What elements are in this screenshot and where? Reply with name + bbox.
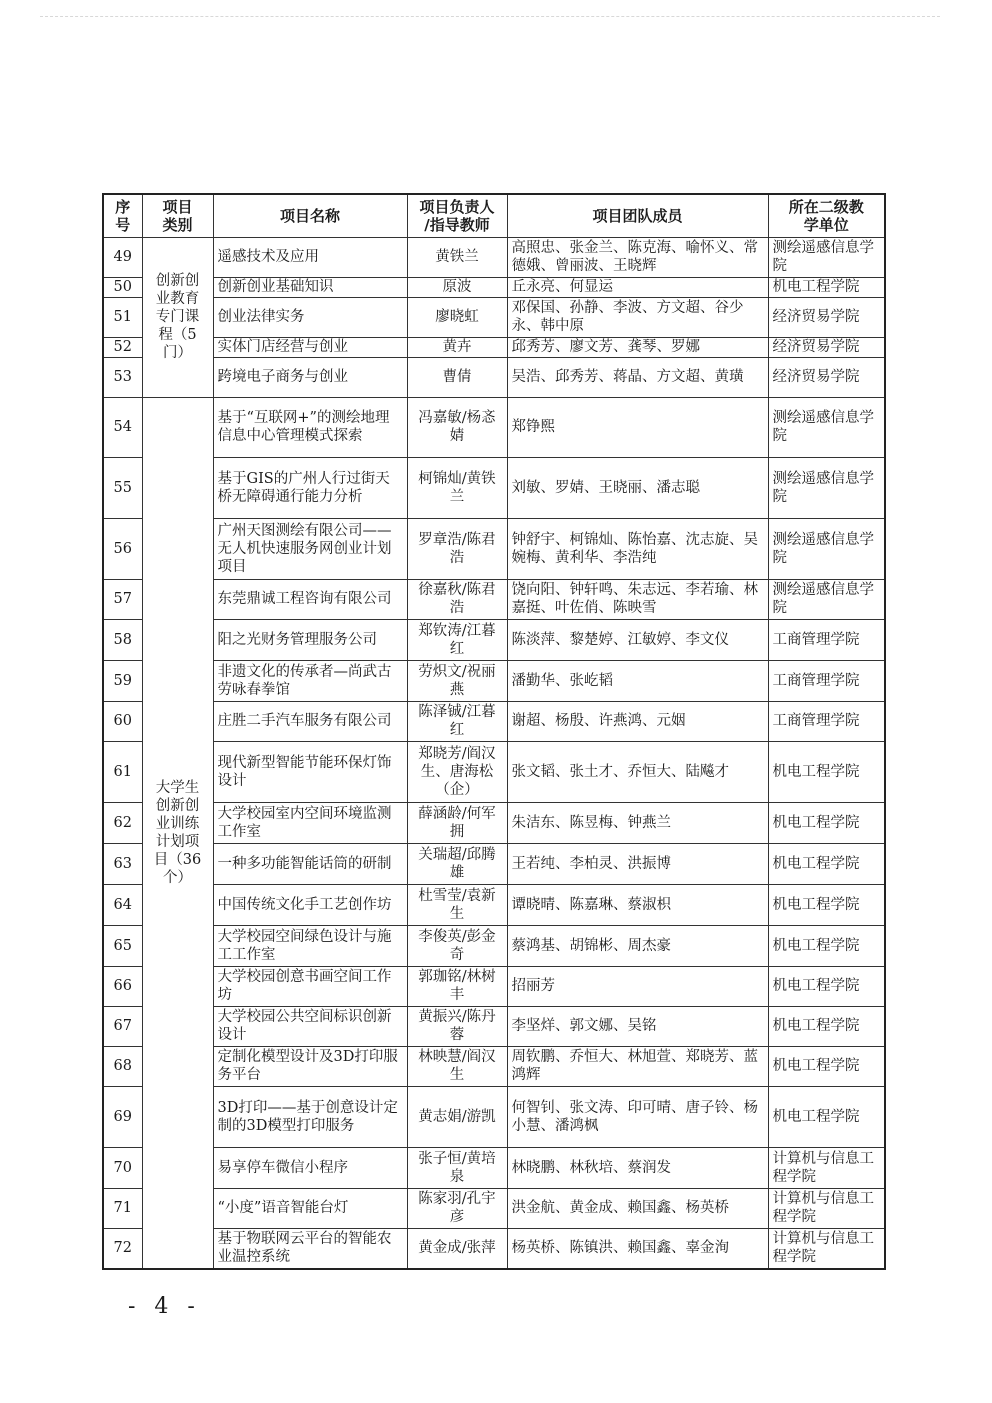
project-leader: 杜雪莹/袁新生: [407, 884, 507, 925]
project-leader: 劳炽文/祝丽燕: [407, 660, 507, 701]
category-label: 创新创 业教育 专门课 程（5 门）: [155, 273, 200, 361]
project-name: 基于物联网云平台的智能农业温控系统: [213, 1228, 407, 1269]
row-index: 49: [103, 237, 142, 277]
school-unit: 经济贸易学院: [768, 357, 885, 397]
team-members: 潘勤华、张屹韬: [507, 660, 768, 701]
project-name: 3D打印——基于创意设计定制的3D模型打印服务: [213, 1086, 407, 1147]
category-label: 大学生 创新创 业训练 计划项 目（36 个）: [153, 779, 202, 886]
table-row: [103, 1188, 885, 1228]
project-name: 广州天图测绘有限公司——无人机快速服务网创业计划项目: [213, 518, 407, 579]
table-row: [103, 457, 885, 518]
table-row: [103, 1006, 885, 1046]
row-index: 71: [103, 1188, 142, 1228]
project-leader: 黄铁兰: [407, 237, 507, 277]
table-row: [103, 843, 885, 884]
team-members: 何智钊、张文涛、印可晴、唐子铃、杨小慧、潘鸿枫: [507, 1086, 768, 1147]
team-members: 招丽芳: [507, 966, 768, 1006]
table-row: [103, 277, 885, 297]
table-row: [103, 741, 885, 802]
row-index: 53: [103, 357, 142, 397]
project-leader: 曹倩: [407, 357, 507, 397]
school-unit: 机电工程学院: [768, 966, 885, 1006]
row-index: 69: [103, 1086, 142, 1147]
table-row: [103, 579, 885, 619]
row-index: 65: [103, 925, 142, 966]
table-row: [103, 619, 885, 660]
project-name: 大学校园公共空间标识创新设计: [213, 1006, 407, 1046]
team-members: 邓保国、孙静、李波、方文超、谷少永、韩中原: [507, 297, 768, 337]
team-members: 谭晓晴、陈嘉琳、蔡淑枳: [507, 884, 768, 925]
school-unit: 机电工程学院: [768, 1086, 885, 1147]
header-category: 项目 类别: [142, 194, 213, 237]
row-index: 54: [103, 397, 142, 457]
project-leader: 黄卉: [407, 337, 507, 357]
team-members: 钟舒宇、柯锦灿、陈怡嘉、沈志旋、吴婉梅、黄利华、李浩纯: [507, 518, 768, 579]
header-unit: 所在二级教 学单位: [768, 194, 885, 237]
project-name: 创新创业基础知识: [213, 277, 407, 297]
school-unit: 经济贸易学院: [768, 297, 885, 337]
table-row: [103, 397, 885, 457]
school-unit: 测绘遥感信息学院: [768, 237, 885, 277]
row-index: 68: [103, 1046, 142, 1086]
project-name: 现代新型智能节能环保灯饰设计: [213, 741, 407, 802]
team-members: 谢超、杨殷、许燕鸿、元姻: [507, 701, 768, 741]
project-leader: 黄金成/张萍: [407, 1228, 507, 1269]
project-name: 非遗文化的传承者—尚武古劳咏春拳馆: [213, 660, 407, 701]
school-unit: 测绘遥感信息学院: [768, 397, 885, 457]
row-index: 62: [103, 802, 142, 843]
project-name: 实体门店经营与创业: [213, 337, 407, 357]
project-leader: 罗章浩/陈君浩: [407, 518, 507, 579]
project-leader: 郭珈铭/林树丰: [407, 966, 507, 1006]
project-name: 定制化模型设计及3D打印服务平台: [213, 1046, 407, 1086]
row-index: 60: [103, 701, 142, 741]
row-index: 67: [103, 1006, 142, 1046]
project-leader: 原波: [407, 277, 507, 297]
scan-edge-line: [40, 16, 940, 17]
project-name: 东莞鼎诚工程咨询有限公司: [213, 579, 407, 619]
row-index: 72: [103, 1228, 142, 1269]
school-unit: 计算机与信息工程学院: [768, 1147, 885, 1188]
project-leader: 林映慧/阎汉生: [407, 1046, 507, 1086]
row-index: 57: [103, 579, 142, 619]
project-name: 易享停车微信小程序: [213, 1147, 407, 1188]
project-name: 庄胜二手汽车服务有限公司: [213, 701, 407, 741]
team-members: 李坚烊、郭文娜、吴铭: [507, 1006, 768, 1046]
project-name: 遥感技术及应用: [213, 237, 407, 277]
table-row: [103, 925, 885, 966]
project-name: 基于GIS的广州人行过街天桥无障碍通行能力分析: [213, 457, 407, 518]
project-leader: 黄志娟/游凯: [407, 1086, 507, 1147]
project-name: 大学校园室内空间环境监测工作室: [213, 802, 407, 843]
project-name: 跨境电子商务与创业: [213, 357, 407, 397]
row-index: 66: [103, 966, 142, 1006]
project-name: 阳之光财务管理服务公司: [213, 619, 407, 660]
school-unit: 测绘遥感信息学院: [768, 579, 885, 619]
table-row: [103, 1228, 885, 1269]
project-name: 创业法律实务: [213, 297, 407, 337]
school-unit: 计算机与信息工程学院: [768, 1188, 885, 1228]
table-row: [103, 884, 885, 925]
school-unit: 工商管理学院: [768, 660, 885, 701]
school-unit: 测绘遥感信息学院: [768, 457, 885, 518]
table-row: [103, 357, 885, 397]
school-unit: 机电工程学院: [768, 925, 885, 966]
team-members: 林晓鹏、林秋培、蔡润发: [507, 1147, 768, 1188]
project-name: 大学校园空间绿色设计与施工工作室: [213, 925, 407, 966]
project-name: 基于“互联网+”的测绘地理信息中心管理模式探索: [213, 397, 407, 457]
row-index: 56: [103, 518, 142, 579]
project-leader: 李俊英/彭金奇: [407, 925, 507, 966]
project-leader: 徐嘉秋/陈君浩: [407, 579, 507, 619]
table-row: [103, 802, 885, 843]
row-index: 55: [103, 457, 142, 518]
row-index: 61: [103, 741, 142, 802]
school-unit: 计算机与信息工程学院: [768, 1228, 885, 1269]
project-leader: 冯嘉敏/杨忞婧: [407, 397, 507, 457]
school-unit: 机电工程学院: [768, 802, 885, 843]
school-unit: 测绘遥感信息学院: [768, 518, 885, 579]
project-name: 一种多功能智能话筒的研制: [213, 843, 407, 884]
school-unit: 工商管理学院: [768, 619, 885, 660]
project-leader: 陈泽铖/江暮红: [407, 701, 507, 741]
project-leader: 薛涵龄/何军拥: [407, 802, 507, 843]
team-members: 王若纯、李柏灵、洪振博: [507, 843, 768, 884]
row-index: 63: [103, 843, 142, 884]
project-leader: 廖晓虹: [407, 297, 507, 337]
row-index: 51: [103, 297, 142, 337]
project-name: 中国传统文化手工艺创作坊: [213, 884, 407, 925]
school-unit: 工商管理学院: [768, 701, 885, 741]
row-index: 70: [103, 1147, 142, 1188]
team-members: 邱秀芳、廖文芳、龚琴、罗娜: [507, 337, 768, 357]
row-index: 58: [103, 619, 142, 660]
row-index: 64: [103, 884, 142, 925]
project-leader: 郑晓芳/阎汉生、唐海松（企）: [407, 741, 507, 802]
project-leader: 柯锦灿/黄铁兰: [407, 457, 507, 518]
row-index: 50: [103, 277, 142, 297]
team-members: 周钦鹏、乔恒大、林旭萱、郑晓芳、蓝鸿辉: [507, 1046, 768, 1086]
table-row: [103, 966, 885, 1006]
table-row: [103, 1046, 885, 1086]
category-training-projects: [142, 397, 213, 1269]
table-row: [103, 518, 885, 579]
team-members: 洪金航、黄金成、赖国鑫、杨英桥: [507, 1188, 768, 1228]
table-row: [103, 1086, 885, 1147]
project-table: [102, 193, 886, 1270]
table-row: [103, 1147, 885, 1188]
table-header-row: [103, 194, 885, 237]
team-members: 刘敏、罗婧、王晓丽、潘志聪: [507, 457, 768, 518]
team-members: 吴浩、邱秀芳、蒋晶、方文超、黄璜: [507, 357, 768, 397]
school-unit: 机电工程学院: [768, 277, 885, 297]
project-leader: 陈家羽/孔宇彦: [407, 1188, 507, 1228]
header-project-name: 项目名称: [213, 194, 407, 237]
team-members: 张文韬、张土才、乔恒大、陆飚才: [507, 741, 768, 802]
school-unit: 机电工程学院: [768, 1046, 885, 1086]
table-row: [103, 237, 885, 277]
project-leader: 黄振兴/陈丹蓉: [407, 1006, 507, 1046]
row-index: 52: [103, 337, 142, 357]
team-members: 蔡鸿基、胡锦彬、周杰豪: [507, 925, 768, 966]
table-row: [103, 660, 885, 701]
project-name: “小度”语音智能台灯: [213, 1188, 407, 1228]
team-members: 郑铮熙: [507, 397, 768, 457]
school-unit: 机电工程学院: [768, 1006, 885, 1046]
header-team: 项目团队成员: [507, 194, 768, 237]
school-unit: 机电工程学院: [768, 884, 885, 925]
table-row: [103, 297, 885, 337]
project-leader: 关瑞超/邱腾雄: [407, 843, 507, 884]
team-members: 陈淡萍、黎楚婷、江敏婷、李文仪: [507, 619, 768, 660]
header-index: 序 号: [103, 194, 142, 237]
table-row: [103, 337, 885, 357]
project-leader: 张子恒/黄培泉: [407, 1147, 507, 1188]
team-members: 朱洁东、陈昱梅、钟燕兰: [507, 802, 768, 843]
team-members: 饶向阳、钟轩鸣、朱志远、李若瑜、林嘉挺、叶佐俏、陈映雪: [507, 579, 768, 619]
project-leader: 郑钦涛/江暮红: [407, 619, 507, 660]
team-members: 杨英桥、陈镇洪、赖国鑫、辜金洵: [507, 1228, 768, 1269]
project-name: 大学校园创意书画空间工作坊: [213, 966, 407, 1006]
table-row: [103, 701, 885, 741]
page-number: - 4 -: [128, 1294, 201, 1319]
header-leader: 项目负责人 /指导教师: [407, 194, 507, 237]
team-members: 丘永亮、何显运: [507, 277, 768, 297]
category-courses: [142, 237, 213, 397]
school-unit: 经济贸易学院: [768, 337, 885, 357]
school-unit: 机电工程学院: [768, 843, 885, 884]
row-index: 59: [103, 660, 142, 701]
team-members: 高照忠、张金兰、陈克海、喻怀义、常德娥、曾丽波、王晓辉: [507, 237, 768, 277]
school-unit: 机电工程学院: [768, 741, 885, 802]
